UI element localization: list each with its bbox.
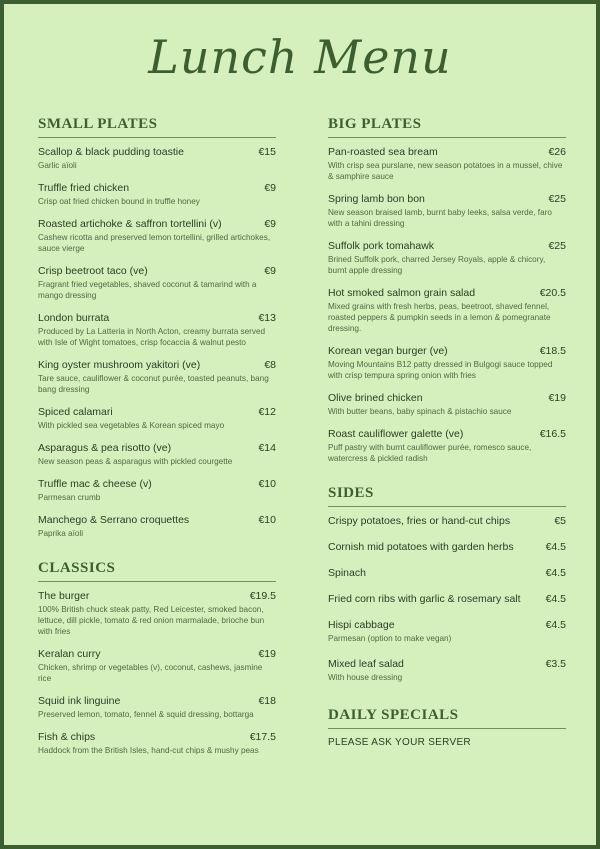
dish-name: Korean vegan burger (ve) xyxy=(328,345,448,357)
section-heading: SIDES xyxy=(328,485,566,507)
dish-price: €14 xyxy=(258,442,276,454)
menu-item-header xyxy=(328,345,566,357)
dish-name: The burger xyxy=(38,590,90,602)
dish-price: €10 xyxy=(258,514,276,526)
menu-item xyxy=(328,146,566,182)
dish-name: Manchego & Serrano croquettes xyxy=(38,514,190,526)
spacer xyxy=(328,475,566,485)
dish-price: €18 xyxy=(258,695,276,707)
menu-item-header xyxy=(328,193,566,205)
dish-price: €25 xyxy=(548,240,566,252)
dish-price: €26 xyxy=(548,146,566,158)
classics-list xyxy=(38,590,276,756)
menu-item xyxy=(38,359,276,395)
dish-description: Parmesan (option to make vegan) xyxy=(328,634,452,643)
menu-item xyxy=(38,648,276,684)
classics-section xyxy=(38,560,276,756)
section-heading: DAILY SPECIALS xyxy=(328,707,566,729)
menu-item xyxy=(328,287,566,334)
dish-price: €4.5 xyxy=(545,619,566,631)
menu-item-header xyxy=(38,695,276,707)
dish-name: Hot smoked salmon grain salad xyxy=(328,287,476,299)
menu-item-header xyxy=(328,287,566,299)
sides-section xyxy=(328,485,566,683)
dish-description: Crisp oat fried chicken bound in truffle honey xyxy=(38,197,200,206)
dish-price: €9 xyxy=(264,265,276,277)
spacer xyxy=(38,550,276,560)
menu-item-header xyxy=(328,392,566,404)
specials-note: PLEASE ASK YOUR SERVER xyxy=(328,737,471,748)
menu-item-header xyxy=(38,218,276,230)
dish-name: Fried corn ribs with garlic & rosemary salt xyxy=(328,593,521,605)
dish-name: Truffle mac & cheese (v) xyxy=(38,478,152,490)
menu-item xyxy=(38,442,276,467)
dish-price: €19 xyxy=(258,648,276,660)
menu-item xyxy=(328,567,566,579)
dish-name: Pan-roasted sea bream xyxy=(328,146,438,158)
small-plates-section xyxy=(38,116,276,539)
dish-description: Mixed grains with fresh herbs, peas, beetroot, shaved fennel, roasted peppers & pumpkin seeds in a lemon & pomegranate dressing. xyxy=(328,302,551,333)
dish-name: Spinach xyxy=(328,567,366,579)
menu-item xyxy=(328,392,566,417)
menu-item-header xyxy=(38,182,276,194)
dish-description: Moving Mountains B12 patty dressed in Bulgogi sauce topped with crisp tempura spring onion with fries xyxy=(328,360,553,380)
menu-item-header xyxy=(38,514,276,526)
dish-name: London burrata xyxy=(38,312,110,324)
menu-item xyxy=(38,182,276,207)
menu-item xyxy=(328,193,566,229)
section-heading: CLASSICS xyxy=(38,560,276,582)
menu-item xyxy=(38,695,276,720)
dish-description: Puff pastry with burnt cauliflower purée, romesco sauce, watercress & pickled radish xyxy=(328,443,532,463)
menu-title: Lunch Menu xyxy=(148,30,452,84)
menu-item-header xyxy=(38,648,276,660)
small-plates-list xyxy=(38,146,276,539)
menu-item xyxy=(38,265,276,301)
dish-name: Mixed leaf salad xyxy=(328,658,404,670)
menu-item xyxy=(328,619,566,644)
menu-item xyxy=(38,218,276,254)
menu-item-header xyxy=(38,442,276,454)
dish-name: Truffle fried chicken xyxy=(38,182,130,194)
dish-name: Squid ink linguine xyxy=(38,695,121,707)
dish-price: €19.5 xyxy=(249,590,276,602)
menu-item-header xyxy=(328,567,566,579)
dish-price: €10 xyxy=(258,478,276,490)
dish-description: Paprika aïoli xyxy=(38,529,84,538)
dish-description: Preserved lemon, tomato, fennel & squid dressing, bottarga xyxy=(38,710,254,719)
big-plates-list xyxy=(328,146,566,464)
dish-price: €3.5 xyxy=(545,658,566,670)
dish-price: €20.5 xyxy=(539,287,566,299)
dish-name: Asparagus & pea risotto (ve) xyxy=(38,442,172,454)
dish-description: Fragrant fried vegetables, shaved coconut & tamarind with a mango dressing xyxy=(38,280,257,300)
menu-item-header xyxy=(38,312,276,324)
dish-description: With crisp sea purslane, new season potatoes in a mussel, chive & samphire sauce xyxy=(328,161,563,181)
dish-description: With butter beans, baby spinach & pistachio sauce xyxy=(328,407,512,416)
daily-specials-section xyxy=(328,707,566,748)
dish-price: €15 xyxy=(258,146,276,158)
dish-name: Crispy potatoes, fries or hand-cut chips xyxy=(328,515,511,527)
menu-item-header xyxy=(38,359,276,371)
dish-price: €17.5 xyxy=(249,731,276,743)
dish-name: Crisp beetroot taco (ve) xyxy=(38,265,148,277)
menu-item-header xyxy=(328,658,566,670)
menu-item-header xyxy=(328,515,566,527)
dish-description: Brined Suffolk pork, charred Jersey Royals, apple & chicory, burnt apple dressing xyxy=(328,255,546,275)
dish-price: €4.5 xyxy=(545,567,566,579)
dish-description: New season peas & asparagus with pickled courgette xyxy=(38,457,233,466)
dish-price: €9 xyxy=(264,218,276,230)
dish-price: €12 xyxy=(258,406,276,418)
dish-description: Garlic aïoli xyxy=(38,161,77,170)
dish-price: €8 xyxy=(264,359,276,371)
dish-description: Tare sauce, cauliflower & coconut purée, toasted peanuts, bang bang dressing xyxy=(38,374,269,394)
dish-price: €18.5 xyxy=(539,345,566,357)
menu-item xyxy=(38,478,276,503)
dish-price: €4.5 xyxy=(545,593,566,605)
dish-name: Spring lamb bon bon xyxy=(328,193,425,205)
dish-name: Roast cauliflower galette (ve) xyxy=(328,428,464,440)
dish-description: Parmesan crumb xyxy=(38,493,101,502)
menu-item xyxy=(38,590,276,637)
menu-item-header xyxy=(38,406,276,418)
dish-price: €5 xyxy=(554,515,566,527)
dish-price: €9 xyxy=(264,182,276,194)
dish-name: Keralan curry xyxy=(38,648,101,660)
dish-price: €25 xyxy=(548,193,566,205)
dish-description: Produced by La Latteria in North Acton, creamy burrata served with Isle of Wight tomatoes, crisp focaccia & walnut pesto xyxy=(38,327,266,347)
dish-name: Olive brined chicken xyxy=(328,392,423,404)
dish-name: King oyster mushroom yakitori (ve) xyxy=(38,359,201,371)
dish-name: Scallop & black pudding toastie xyxy=(38,146,184,158)
menu-item xyxy=(328,515,566,527)
dish-name: Cornish mid potatoes with garden herbs xyxy=(328,541,514,553)
dish-price: €4.5 xyxy=(545,541,566,553)
dish-description: New season braised lamb, burnt baby leeks, salsa verde, faro with a tahini dressing xyxy=(328,208,552,228)
dish-price: €16.5 xyxy=(539,428,566,440)
dish-description: Chicken, shrimp or vegetables (v), coconut, cashews, jasmine rice xyxy=(38,663,263,683)
dish-price: €13 xyxy=(258,312,276,324)
menu-item-header xyxy=(328,146,566,158)
menu-item xyxy=(328,240,566,276)
menu-item-header xyxy=(38,265,276,277)
menu-item-header xyxy=(38,146,276,158)
menu-item xyxy=(38,731,276,756)
menu-item xyxy=(328,541,566,553)
menu-item-header xyxy=(38,478,276,490)
menu-item xyxy=(38,312,276,348)
sides-list xyxy=(328,515,566,683)
menu-item-header xyxy=(328,541,566,553)
menu-item xyxy=(328,345,566,381)
dish-description: Haddock from the British Isles, hand-cut chips & mushy peas xyxy=(38,746,259,755)
menu-item-header xyxy=(38,731,276,743)
big-plates-section xyxy=(328,116,566,464)
dish-description: With house dressing xyxy=(328,673,403,682)
dish-name: Fish & chips xyxy=(38,731,96,743)
menu-item-header xyxy=(328,593,566,605)
menu-item-header xyxy=(38,590,276,602)
menu-item xyxy=(328,593,566,605)
section-heading: SMALL PLATES xyxy=(38,116,276,138)
menu-item xyxy=(328,658,566,683)
dish-name: Spiced calamari xyxy=(38,406,113,418)
menu-item-header xyxy=(328,619,566,631)
dish-description: 100% British chuck steak patty, Red Leicester, smoked bacon, lettuce, dill pickle, tomato & red onion marmalade, brioche bun with fries xyxy=(38,605,265,636)
section-heading: BIG PLATES xyxy=(328,116,566,138)
right-column xyxy=(328,116,566,748)
dish-price: €19 xyxy=(548,392,566,404)
menu-item xyxy=(38,146,276,171)
dish-description: Cashew ricotta and preserved lemon tortellini, grilled artichokes, sauce vierge xyxy=(38,233,271,253)
dish-name: Hispi cabbage xyxy=(328,619,395,631)
menu-item-header xyxy=(328,240,566,252)
menu-item xyxy=(38,514,276,539)
dish-description: With pickled sea vegetables & Korean spiced mayo xyxy=(38,421,225,430)
menu-item xyxy=(38,406,276,431)
menu-item xyxy=(328,428,566,464)
menu-item-header xyxy=(328,428,566,440)
dish-name: Roasted artichoke & saffron tortellini (v) xyxy=(38,218,222,230)
dish-name: Suffolk pork tomahawk xyxy=(328,240,435,252)
left-column xyxy=(38,116,276,767)
spacer xyxy=(328,697,566,707)
